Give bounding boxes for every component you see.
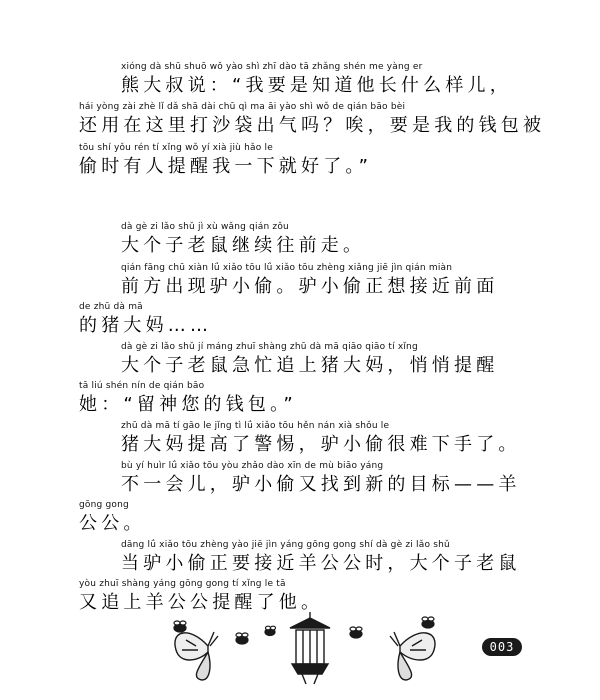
chinese-text-line: 公公。	[79, 513, 146, 534]
chinese-text-line: 偷时有人提醒我一下就好了。”	[79, 156, 373, 177]
text-line-1	[0, 62, 600, 106]
pinyin-line: qián fāng chū xiàn lǘ xiǎo tōu lǘ xiǎo tōu zhèng xiǎng jiē jìn qián miàn	[121, 263, 453, 273]
footer-decoration	[160, 606, 460, 686]
chinese-text-line: 还用在这里打沙袋出气吗？唉，要是我的钱包被	[79, 115, 546, 136]
text-line-2	[0, 102, 600, 146]
bee-icon	[236, 633, 248, 644]
text-line-10	[0, 461, 600, 505]
text-line-12	[0, 540, 600, 584]
pinyin-line: dà gè zi lǎo shǔ jí máng zhuī shàng zhū dà mā qiāo qiāo tí xǐng	[121, 342, 418, 352]
text-line-5	[0, 263, 600, 307]
text-line-4	[0, 222, 600, 266]
text-line-11	[0, 500, 600, 544]
pinyin-line: dāng lǘ xiǎo tōu zhèng yào jiē jìn yáng gōng gong shí dà gè zi lǎo shǔ	[121, 540, 450, 550]
chinese-text-line: 当驴小偷正要接近羊公公时，大个子老鼠	[121, 553, 521, 574]
chinese-text-line: 又追上羊公公提醒了他。	[79, 592, 324, 613]
pinyin-line: zhū dà mā tí gāo le jǐng tì lǘ xiǎo tōu hěn nán xià shǒu le	[121, 421, 390, 431]
text-line-8	[0, 381, 600, 425]
pinyin-line: bù yí huìr lǘ xiǎo tōu yòu zhǎo dào xīn de mù biāo yáng	[121, 461, 384, 471]
pinyin-line: tōu shí yǒu rén tí xǐng wǒ yí xià jiù hǎo le	[79, 143, 273, 153]
butterfly-icon	[175, 632, 218, 680]
pinyin-line: tā liú shén nín de qián bāo	[79, 381, 205, 391]
pinyin-line: gōng gong	[79, 500, 129, 510]
pinyin-line: xióng dà shū shuō wǒ yào shì zhī dào tā zhǎng shén me yàng er	[121, 62, 423, 72]
bee-icon	[350, 627, 362, 638]
bee-icon	[265, 626, 276, 635]
pinyin-line: dà gè zi lǎo shǔ jì xù wǎng qián zǒu	[121, 222, 289, 232]
pinyin-line: yòu zhuī shàng yáng gōng gong tí xǐng le tā	[79, 579, 286, 589]
page-number: 003	[482, 638, 522, 656]
chinese-text-line: 前方出现驴小偷。驴小偷正想接近前面	[121, 276, 499, 297]
text-line-9	[0, 421, 600, 465]
chinese-text-line: 熊大叔说：“我要是知道他长什么样儿，	[121, 75, 512, 96]
text-line-7	[0, 342, 600, 386]
chinese-text-line: 大个子老鼠急忙追上猪大妈，悄悄提醒	[121, 355, 499, 376]
chinese-text-line: 她：“留神您的钱包。”	[79, 394, 297, 415]
chinese-text-line: 的猪大妈……	[79, 315, 213, 336]
text-line-6	[0, 302, 600, 346]
butterfly-icon	[390, 632, 435, 680]
chinese-text-line: 大个子老鼠继续往前走。	[121, 235, 366, 256]
lantern-icon	[290, 612, 330, 684]
pinyin-line: de zhū dà mā	[79, 302, 143, 312]
bee-icon	[422, 617, 434, 628]
pinyin-line: hái yòng zài zhè lǐ dǎ shā dài chū qì ma āi yào shì wǒ de qián bāo bèi	[79, 102, 406, 112]
chinese-text-line: 不一会儿，驴小偷又找到新的目标——羊	[121, 474, 521, 495]
chinese-text-line: 猪大妈提高了警惕，驴小偷很难下手了。	[121, 434, 521, 455]
text-line-3	[0, 143, 600, 187]
bee-icon	[174, 621, 186, 632]
